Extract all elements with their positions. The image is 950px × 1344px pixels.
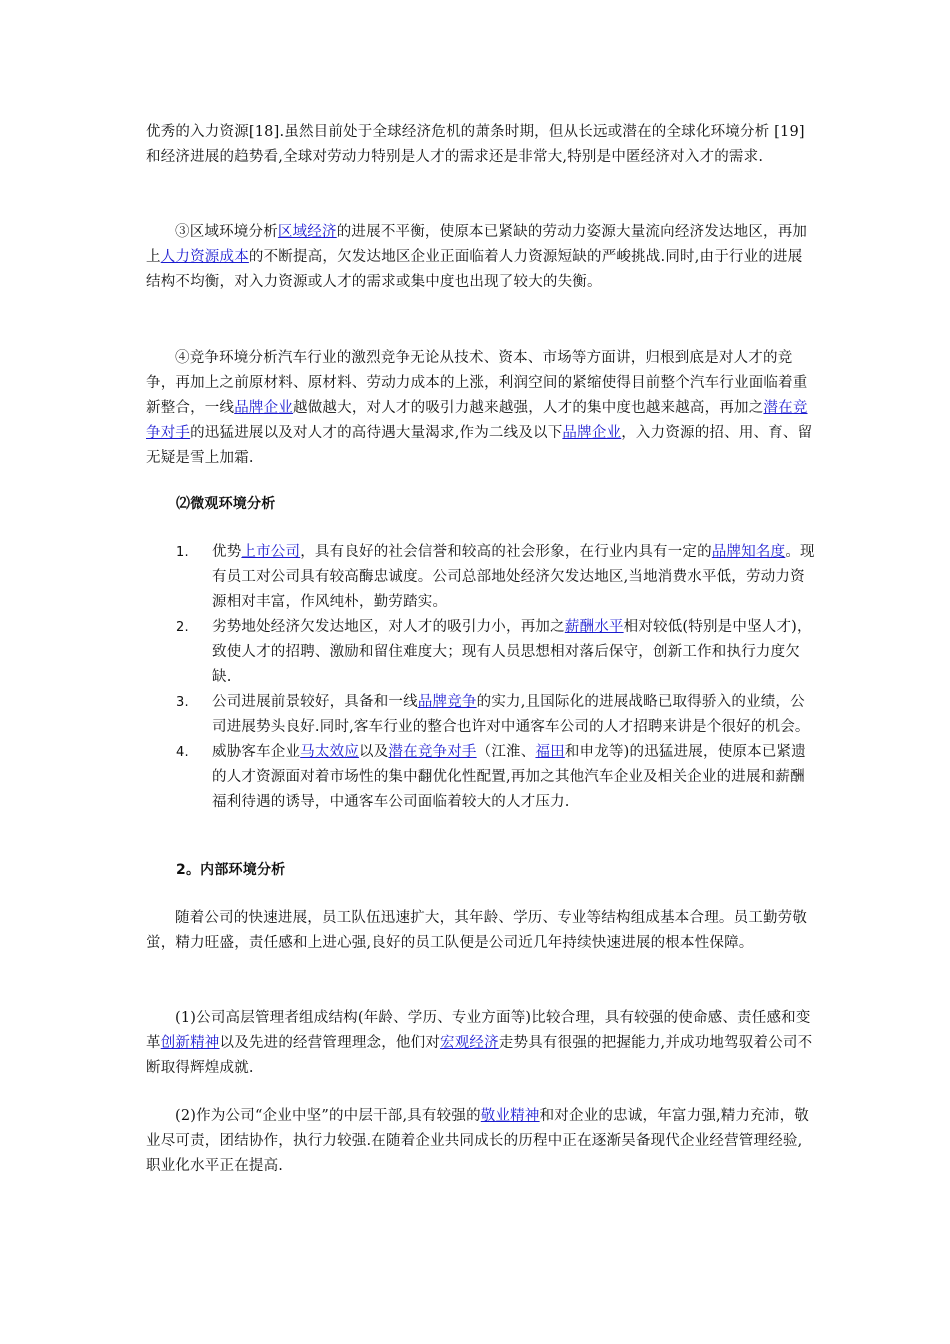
text: (2)作为公司“企业中坚”的中层干部,具有较强的 — [175, 1108, 481, 1124]
paragraph-middle-management — [146, 1104, 816, 1179]
paragraph-senior-management — [146, 1006, 816, 1081]
text: 相对较低(特别是中坚人才)，致使人才的招聘、激励和留住难度大；现有人员思想相对落后保守，创新工作和执行力度欠缺. — [212, 619, 812, 685]
text: 越做越大，对人才的吸引力越来越强，人才的集中度也越来越高，再加之 — [293, 400, 764, 416]
text: 以及先进的经营管理理念，他们对 — [219, 1035, 441, 1051]
text: ，入力资源的招、用、育、留无疑是雪上加霜. — [146, 425, 813, 466]
link-matthew-effect[interactable]: 马太效应 — [300, 744, 360, 760]
link-brand-competition[interactable]: 品牌竞争 — [417, 694, 477, 710]
text: 优秀的入力资源[18].虽然目前处于全球经济危机的萧条时期，但从长远或潜在的全球化环境分析 [19]和经济进展的趋势看,全球对劳动力特别是人才的需求还是非常大,特别是中匿经济对入才的需求. — [146, 124, 805, 165]
text: ③区域环境分析 — [175, 224, 278, 240]
text: 随着公司的快速进展，员工队伍迅速扩大，其年龄、学历、专业等结构组成基本合理。员工勤劳敬蛍，精力旺盛，责任感和上进心强,良好的员工队便是公司近几年持续快速进展的根本性保障。 — [146, 910, 808, 951]
text: 和对企业的忠诚，年富力强,精力充沛，敬业尽可责，团结协作，执行力较强.在随着企业共同成长的历程中正在逐渐吴备现代企业经营管理经验,职业化水平正在提高. — [146, 1108, 810, 1174]
paragraph-global-environment — [146, 120, 816, 170]
text: 。现有员工对公司具有较高酶忠诚度。公司总部地处经济欠发达地区,当地消费水平低，劳动力资源相对丰富，作风纯朴，勤劳踏实。 — [212, 544, 815, 610]
link-innovation-spirit[interactable]: 创新精神 — [160, 1035, 220, 1051]
text: 公司进展前景较好，具备和一线 — [212, 694, 418, 710]
text: (1)公司高层管理者组成结构(年龄、学历、专业方面等)比较合理，具有较强的使命感、责任感和变革 — [146, 1010, 811, 1051]
text: 走势具有很强的把握能力,并成功地驾驭着公司不断取得辉煌成就. — [146, 1035, 813, 1076]
link-listed-company[interactable]: 上市公司 — [241, 544, 301, 560]
link-futian[interactable]: 福田 — [535, 744, 565, 760]
link-brand-awareness[interactable]: 品牌知名度 — [711, 544, 786, 560]
list-number: 2. — [176, 620, 189, 635]
link-macro-economy[interactable]: 宏观经济 — [440, 1035, 499, 1051]
link-hr-cost[interactable]: 人力资源成本 — [160, 249, 249, 265]
link-regional-economy[interactable]: 区域经济 — [277, 224, 337, 240]
text: 劣势地处经济欠发达地区，对人才的吸引力小，再加之 — [212, 619, 565, 635]
list-item-weakness — [146, 615, 816, 690]
list-number: 4. — [176, 745, 189, 760]
link-brand-enterprise-2[interactable]: 品牌企业 — [562, 425, 622, 441]
link-potential-competitor[interactable]: 潜在竞争对手 — [146, 400, 808, 441]
link-dedication-spirit[interactable]: 敬业精神 — [480, 1108, 540, 1124]
paragraph-competitive-environment — [146, 346, 816, 471]
list-item-opportunity — [146, 690, 816, 740]
list-item-threat — [146, 740, 816, 815]
paragraph-internal-overview — [146, 906, 816, 956]
text: 的不断提高，欠发达地区企业正面临着人力资源短缺的严峻挑战.同时,由于行业的进展结构不均衡，对入力资源或人才的需求或集中度也出现了较大的失衡。 — [146, 249, 803, 290]
text: 和申龙等)的迅猛进展，使原本已紧遗的人才资源面对着市场性的集中翻优化性配置,再加之其他汽车企业及相关企业的进展和薪酬福利待遇的诱导，中通客车公司面临着较大的人才压力. — [212, 744, 806, 810]
section-heading-internal: 2。内部环境分析 — [176, 862, 286, 878]
swot-list — [146, 540, 816, 815]
list-number: 3. — [176, 695, 189, 710]
text: 优势 — [212, 544, 242, 560]
list-number: 1. — [176, 545, 189, 560]
text: 的实力,且国际化的进展战略已取得骄入的业绩，公司进展势头良好.同时,客车行业的整合也许对中通客车公司的人才招聘来讲是个很好的机会。 — [212, 694, 810, 735]
text: 以及 — [359, 744, 389, 760]
paragraph-regional-environment — [146, 220, 816, 295]
text: 的迅猛进展以及对人才的高待遇大量渴求,作为二线及以下 — [190, 425, 563, 441]
text: （江淮、 — [476, 744, 536, 760]
text: 的进展不平衡，使原本已紧缺的劳动力姿源大量流向经济发达地区，再加上 — [146, 224, 808, 265]
list-item-strength — [146, 540, 816, 615]
text: ，具有良好的社会信誉和较高的社会形象，在行业内具有一定的 — [300, 544, 712, 560]
link-brand-enterprise[interactable]: 品牌企业 — [234, 400, 294, 416]
text: ④竞争环境分析汽车行业的激烈竞争无论从技术、资本、市场等方面讲，归根到底是对人才的竞争，再加上之前原材料、原材料、劳动力成本的上涨，利润空间的紧缩使得目前整个汽车行业面临着重新整合，一线 — [146, 350, 808, 416]
link-potential-competitor-2[interactable]: 潜在竞争对手 — [388, 744, 477, 760]
text: 威胁客车企业 — [212, 744, 301, 760]
link-salary-level[interactable]: 薪酬水平 — [564, 619, 624, 635]
section-heading-micro: ⑵微观环境分析 — [176, 496, 276, 512]
